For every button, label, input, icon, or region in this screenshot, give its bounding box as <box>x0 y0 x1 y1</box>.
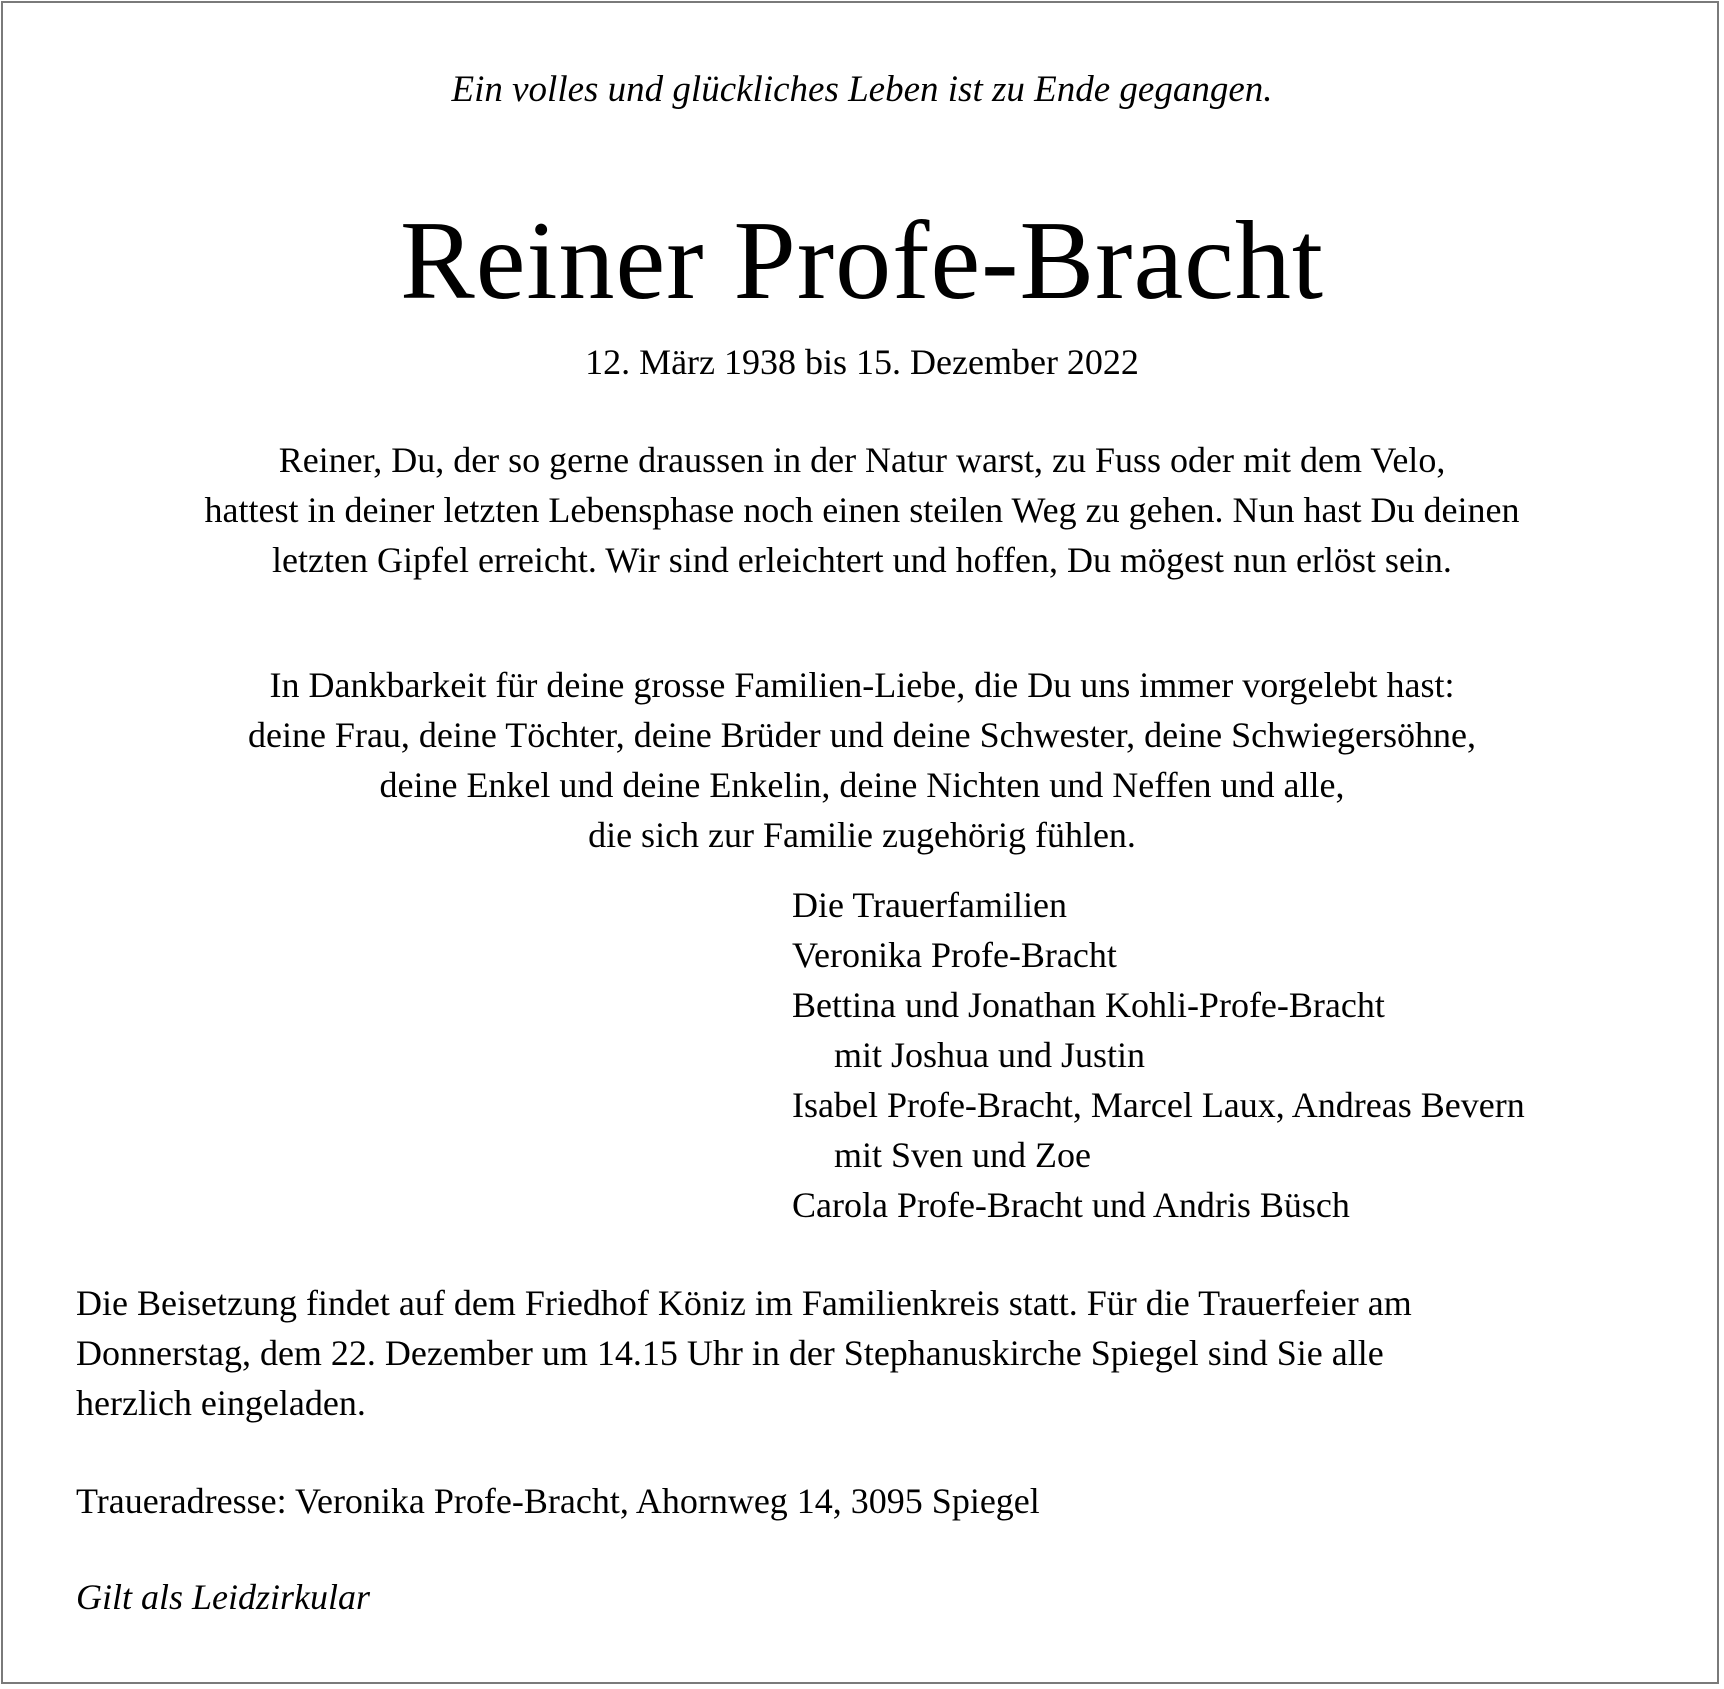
motto-line: Ein volles und glückliches Leben ist zu Ende gegangen. <box>451 69 1273 110</box>
mourners-heading: Die Trauerfamilien <box>792 885 1067 925</box>
burial-line: Die Beisetzung findet auf dem Friedhof Köniz im Familienkreis statt. Für die Trauerfeier am <box>76 1283 1412 1323</box>
mourner-line: Carola Profe-Bracht und Andris Büsch <box>792 1185 1350 1225</box>
thanks-line: deine Frau, deine Töchter, deine Brüder und deine Schwester, deine Schwiegersöhne, <box>247 715 1477 755</box>
tribute-line: letzten Gipfel erreicht. Wir sind erleichtert und hoffen, Du mögest nun erlöst sein. <box>272 540 1452 580</box>
mourning-address: Traueradresse: Veronika Profe-Bracht, Ahornweg 14, 3095 Spiegel <box>76 1481 1040 1521</box>
mourner-line: Veronika Profe-Bracht <box>792 935 1117 975</box>
burial-paragraph <box>76 1278 1676 1428</box>
tribute-line: Reiner, Du, der so gerne draussen in der Natur warst, zu Fuss oder mit dem Velo, <box>278 440 1446 480</box>
deceased-name: Reiner Profe-Bracht <box>400 199 1324 323</box>
mourners-list <box>792 880 1525 1230</box>
mourner-children-line: mit Sven und Zoe <box>834 1135 1091 1175</box>
tribute-line: hattest in deiner letzten Lebensphase noch einen steilen Weg zu gehen. Nun hast Du deinen <box>204 490 1520 530</box>
thanks-paragraph <box>0 660 1724 860</box>
thanks-line: die sich zur Familie zugehörig fühlen. <box>588 815 1136 855</box>
burial-line: Donnerstag, dem 22. Dezember um 14.15 Uhr in der Stephanuskirche Spiegel sind Sie alle <box>76 1333 1384 1373</box>
circular-note: Gilt als Leidzirkular <box>76 1577 371 1617</box>
life-dates: 12. März 1938 bis 15. Dezember 2022 <box>585 342 1139 382</box>
mourner-line: Isabel Profe-Bracht, Marcel Laux, Andreas Bevern <box>792 1085 1525 1125</box>
thanks-line: In Dankbarkeit für deine grosse Familien-Liebe, die Du uns immer vorgelebt hast: <box>269 665 1455 705</box>
tribute-paragraph <box>0 435 1724 585</box>
mourner-line: Bettina und Jonathan Kohli-Profe-Bracht <box>792 985 1385 1025</box>
mourner-children-line: mit Joshua und Justin <box>834 1035 1146 1075</box>
burial-line: herzlich eingeladen. <box>76 1383 366 1423</box>
thanks-line: deine Enkel und deine Enkelin, deine Nichten und Neffen und alle, <box>379 765 1345 805</box>
